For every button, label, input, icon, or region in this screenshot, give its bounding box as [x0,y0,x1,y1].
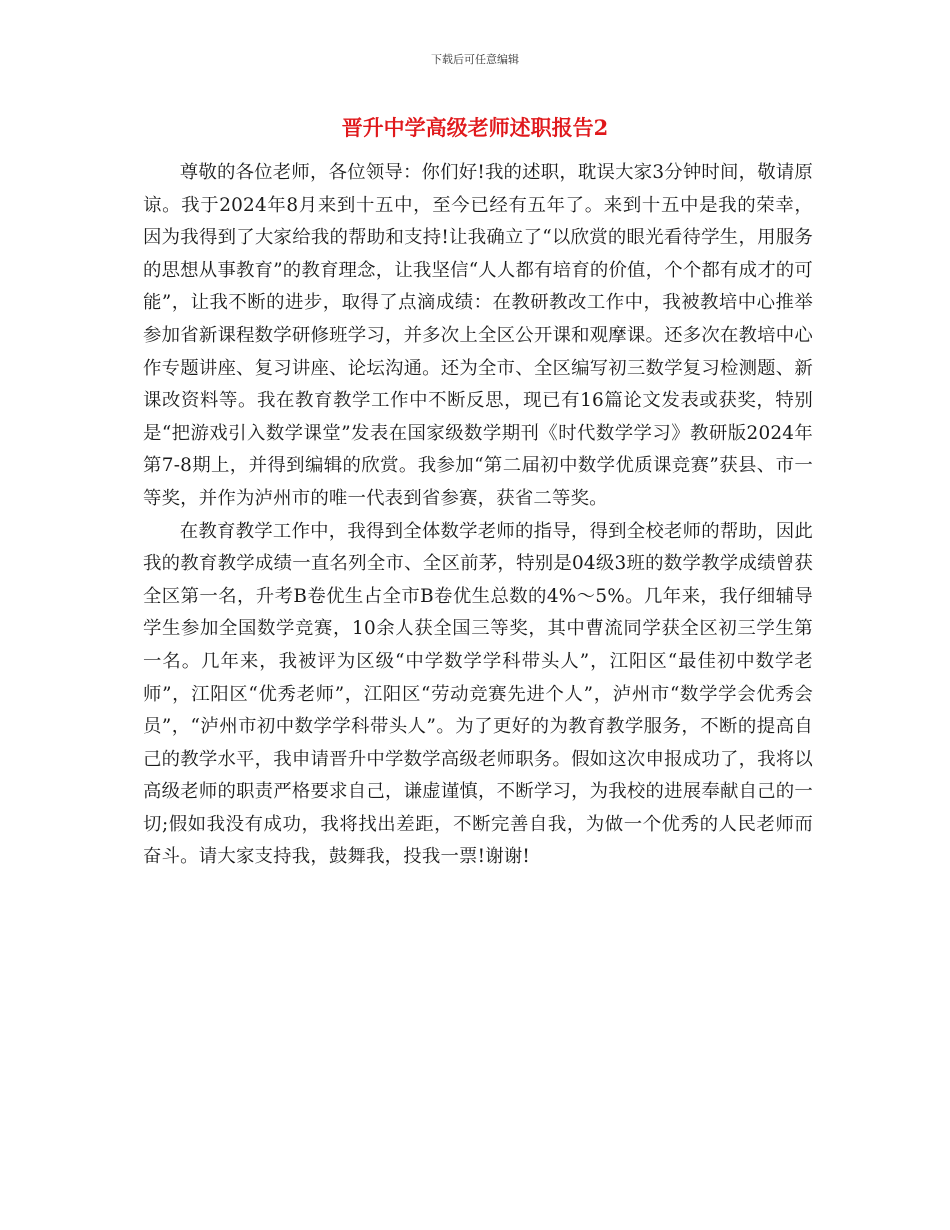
body-paragraph-2: 在教育教学工作中，我得到全体数学老师的指导，得到全校老师的帮助，因此我的教育教学成绩一直名列全市、全区前茅，特别是04级3班的数学教学成绩曾获全区第一名，升考B卷优生占全市B卷优生总数的4%～5%。几年来，我仔细辅导学生参加全国数学竞赛，10余人获全国三等奖，其中曹流同学获全区初三学生第一名。几年来，我被评为区级“中学数学学科带头人”，江阳区“最佳初中数学老师”，江阳区“优秀老师”，江阳区“劳动竞赛先进个人”，泸州市“数学学会优秀会员”，“泸州市初中数学学科带头人”。为了更好的为教育教学服务，不断的提高自己的教学水平，我申请晋升中学数学高级老师职务。假如这次申报成功了，我将以高级老师的职责严格要求自己，谦虚谨慎，不断学习，为我校的进展奉献自己的一切;假如我没有成功，我将找出差距，不断完善自我，为做一个优秀的人民老师而奋斗。请大家支持我，鼓舞我，投我一票!谢谢! [143,520,813,868]
body-paragraph-1: 尊敬的各位老师，各位领导：你们好!我的述职，耽误大家3分钟时间，敬请原谅。我于2024年8月来到十五中，至今已经有五年了。来到十五中是我的荣幸，因为我得到了大家给我的帮助和支持!让我确立了“以欣赏的眼光看待学生，用服务的思想从事教育”的教育理念，让我坚信“人人都有培育的价值，个个都有成才的可能”，让我不断的进步，取得了点滴成绩：在教研教改工作中，我被教培中心推举参加省新课程数学研修班学习，并多次上全区公开课和观摩课。还多次在教培中心作专题讲座、复习讲座、论坛沟通。还为全市、全区编写初三数学复习检测题、新课改资料等。我在教育教学工作中不断反思，现已有16篇论文发表或获奖，特别是“把游戏引入数学课堂”发表在国家级数学期刊《时代数学学习》教研版2024年第7-8期上，并得到编辑的欣赏。我参加“第二届初中数学优质课竞赛”获县、市一等奖，并作为泸州市的唯一代表到省参赛，获省二等奖。 [143,162,813,509]
document-title: 晋升中学高级老师述职报告2 [341,115,609,140]
document-body [143,157,813,874]
page-header-note: 下载后可任意编辑 [431,53,519,66]
